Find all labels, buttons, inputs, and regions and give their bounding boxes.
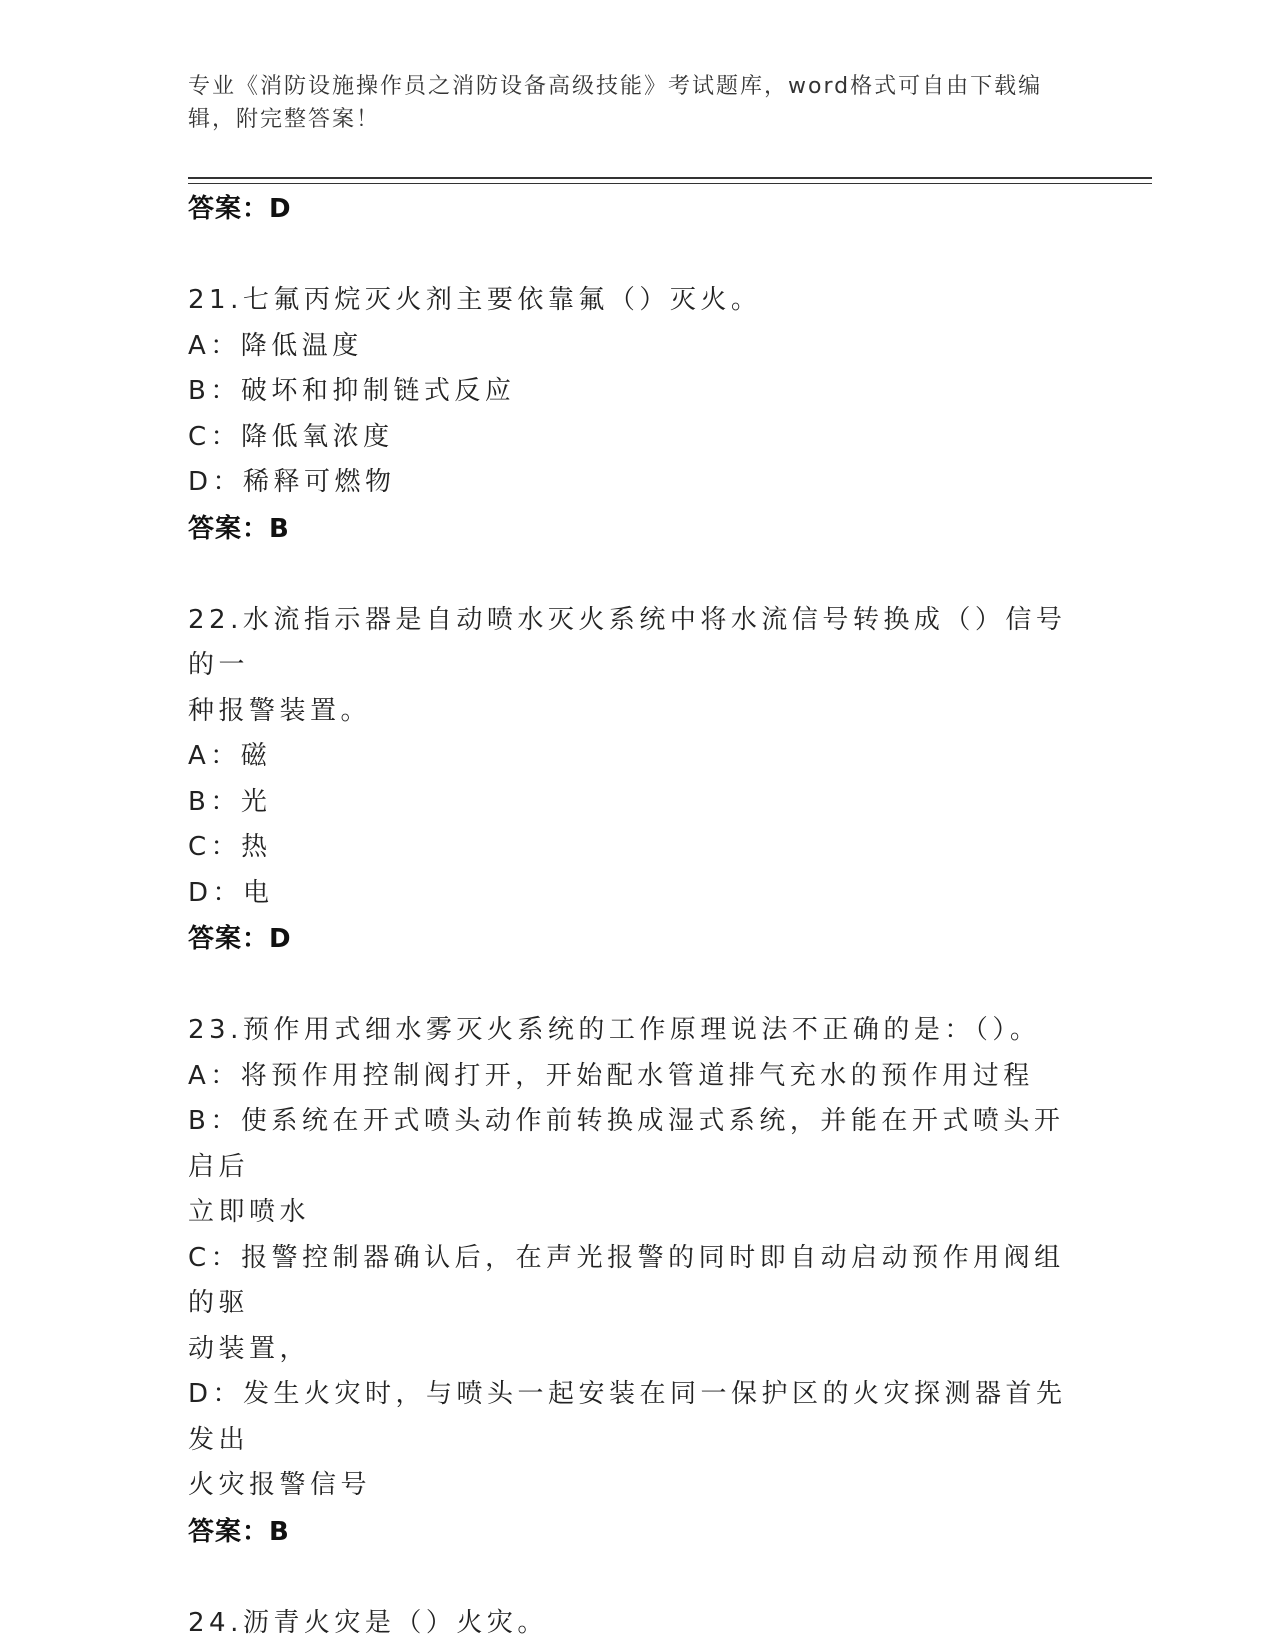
spacer: [188, 232, 1088, 278]
option-b: B：光: [188, 786, 272, 817]
option-b: B：破坏和抑制链式反应: [188, 376, 516, 406]
question-23: [188, 1008, 1088, 1555]
question-stem: 23.预作用式细水雾灭火系统的工作原理说法不正确的是：（）。: [188, 1015, 1041, 1045]
question-stem: 22.水流指示器是自动喷水灭火系统中将水流信号转换成（）信号的一: [188, 604, 1067, 680]
question-24: [188, 1601, 1088, 1647]
question-answer: 答案：D: [188, 924, 292, 954]
option-d-continued: 火灾报警信号: [188, 1470, 372, 1500]
question-stem: 24.沥青火灾是（）火灾。: [188, 1607, 548, 1638]
option-c: C：降低氧浓度: [188, 421, 394, 452]
question-list: [188, 186, 1088, 1646]
question-stem-continued: 种报警装置。: [188, 695, 372, 726]
question-22: [188, 598, 1088, 963]
option-d: D：发生火灾时，与喷头一起安装在同一保护区的火灾探测器首先发出: [188, 1379, 1067, 1455]
question-answer: 答案：B: [188, 1516, 290, 1547]
spacer: [188, 962, 1088, 1008]
option-b-continued: 立即喷水: [188, 1197, 311, 1227]
option-c: C：热: [188, 832, 272, 862]
option-a: A：降低温度: [188, 330, 363, 361]
spacer: [188, 1555, 1088, 1601]
question-answer: 答案：B: [188, 513, 290, 544]
previous-answer: 答案：D: [188, 194, 292, 224]
option-c-continued: 动装置，: [188, 1333, 311, 1364]
question-21: [188, 278, 1088, 552]
header-rule-thick: [188, 177, 1152, 179]
spacer: [188, 552, 1088, 598]
question-stem: 21.七氟丙烷灭火剂主要依靠氟（）灭火。: [188, 285, 762, 315]
option-d: D：电: [188, 877, 274, 908]
option-a: A：将预作用控制阀打开，开始配水管道排气充水的预作用过程: [188, 1060, 1034, 1091]
option-d: D：稀释可燃物: [188, 467, 396, 497]
option-b: B：使系统在开式喷头动作前转换成湿式系统，并能在开式喷头开启后: [188, 1106, 1065, 1182]
option-a: A：磁: [188, 741, 272, 771]
header-rule-thin: [188, 183, 1152, 184]
document-header: 专业《消防设施操作员之消防设备高级技能》考试题库，word格式可自由下载编辑，附完整答案！: [188, 74, 1043, 132]
option-c: C：报警控制器确认后，在声光报警的同时即自动启动预作用阀组的驱: [188, 1242, 1065, 1318]
